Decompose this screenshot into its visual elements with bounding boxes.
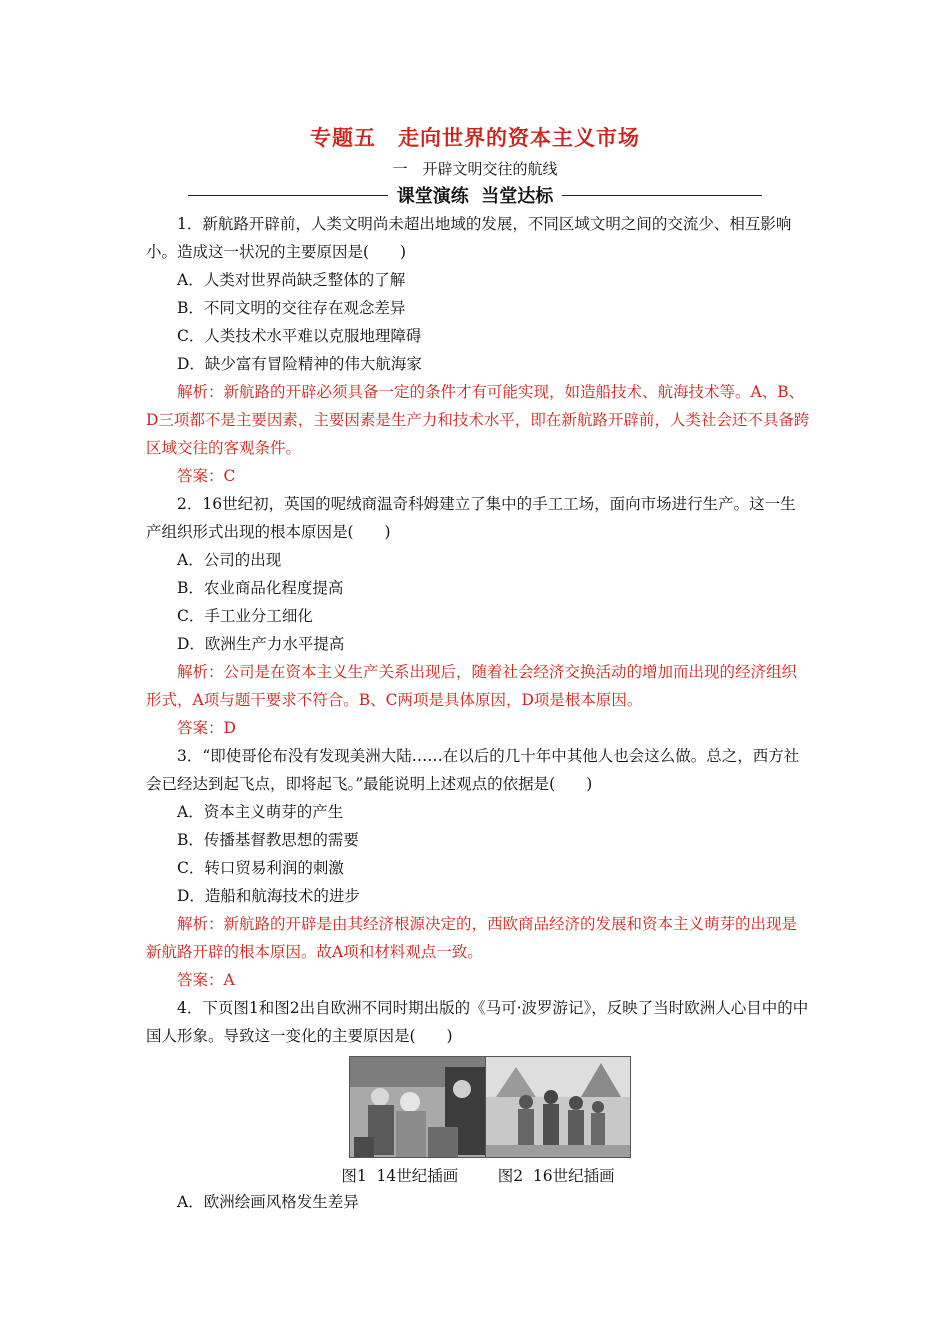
figure-captions — [146, 1162, 810, 1190]
answer-text: 答案：D — [177, 719, 236, 737]
option-a: A．资本主义萌芽的产生 — [177, 803, 344, 821]
page-title: 专题五 走向世界的资本主义市场 — [310, 125, 640, 150]
option-a: A．欧洲绘画风格发生差异 — [177, 1193, 359, 1211]
banner-rule-right — [562, 195, 762, 196]
figure-1-caption: 图1 14世纪插画 — [341, 1167, 459, 1185]
figure-1-illustration — [349, 1056, 498, 1158]
illustration-14th-century-icon — [350, 1057, 497, 1157]
analysis-text: 解析：新航路的开辟必须具备一定的条件才有可能实现，如造船技术、航海技术等。A、B、D三项都不是主要因素，主要因素是生产力和技术水平，即在新航路开辟前，人类社会还不具备跨区域交往的客观条件。 — [146, 383, 810, 457]
answer-text: 答案：C — [177, 467, 236, 485]
option-b: B．传播基督教思想的需要 — [177, 831, 359, 849]
question-list — [146, 210, 810, 1216]
analysis-text: 解析：公司是在资本主义生产关系出现后，随着社会经济交换活动的增加而出现的经济组织形式，A项与题干要求不符合。B、C两项是具体原因，D项是根本原因。 — [146, 663, 798, 709]
option-d: D．欧洲生产力水平提高 — [177, 635, 345, 653]
figure-2-caption: 图2 16世纪插画 — [497, 1167, 615, 1185]
figure-row — [146, 1056, 810, 1188]
question-stem: 1．新航路开辟前，人类文明尚未超出地域的发展，不同区域文明之间的交流少、相互影响小。造成这一状况的主要原因是( ) — [146, 215, 792, 261]
option-d: D．缺少富有冒险精神的伟大航海家 — [177, 355, 422, 373]
option-a: A．公司的出现 — [177, 551, 282, 569]
question-stem: 2．16世纪初，英国的呢绒商温奇科姆建立了集中的手工工场，面向市场进行生产。这一生产组织形式出现的根本原因是( ) — [146, 495, 796, 541]
option-c: C．人类技术水平难以克服地理障碍 — [177, 327, 422, 345]
section-subtitle: 一 开辟文明交往的航线 — [392, 160, 558, 178]
option-b: B．不同文明的交往存在观念差异 — [177, 299, 406, 317]
analysis-text: 解析：新航路的开辟是由其经济根源决定的，西欧商品经济的发展和资本主义萌芽的出现是新航路开辟的根本原因。故A项和材料观点一致。 — [146, 915, 798, 961]
option-a: A．人类对世界尚缺乏整体的了解 — [177, 271, 406, 289]
section-banner — [188, 182, 762, 208]
question-stem: 4．下页图1和图2出自欧洲不同时期出版的《马可·波罗游记》，反映了当时欧洲人心目中的中国人形象。导致这一变化的主要原因是( ) — [146, 999, 809, 1045]
option-b: B．农业商品化程度提高 — [177, 579, 344, 597]
option-d: D．造船和航海技术的进步 — [177, 887, 360, 905]
illustration-16th-century-icon — [486, 1057, 630, 1157]
question-stem: 3．“即使哥伦布没有发现美洲大陆……在以后的几十年中其他人也会这么做。总之，西方社会已经达到起飞点，即将起飞。”最能说明上述观点的依据是( ) — [146, 747, 800, 793]
banner-text: 课堂演练 当堂达标 — [396, 186, 554, 207]
option-c: C．手工业分工细化 — [177, 607, 313, 625]
figure-2-illustration — [485, 1056, 631, 1158]
option-c: C．转口贸易利润的刺激 — [177, 859, 344, 877]
answer-text: 答案：A — [177, 971, 235, 989]
